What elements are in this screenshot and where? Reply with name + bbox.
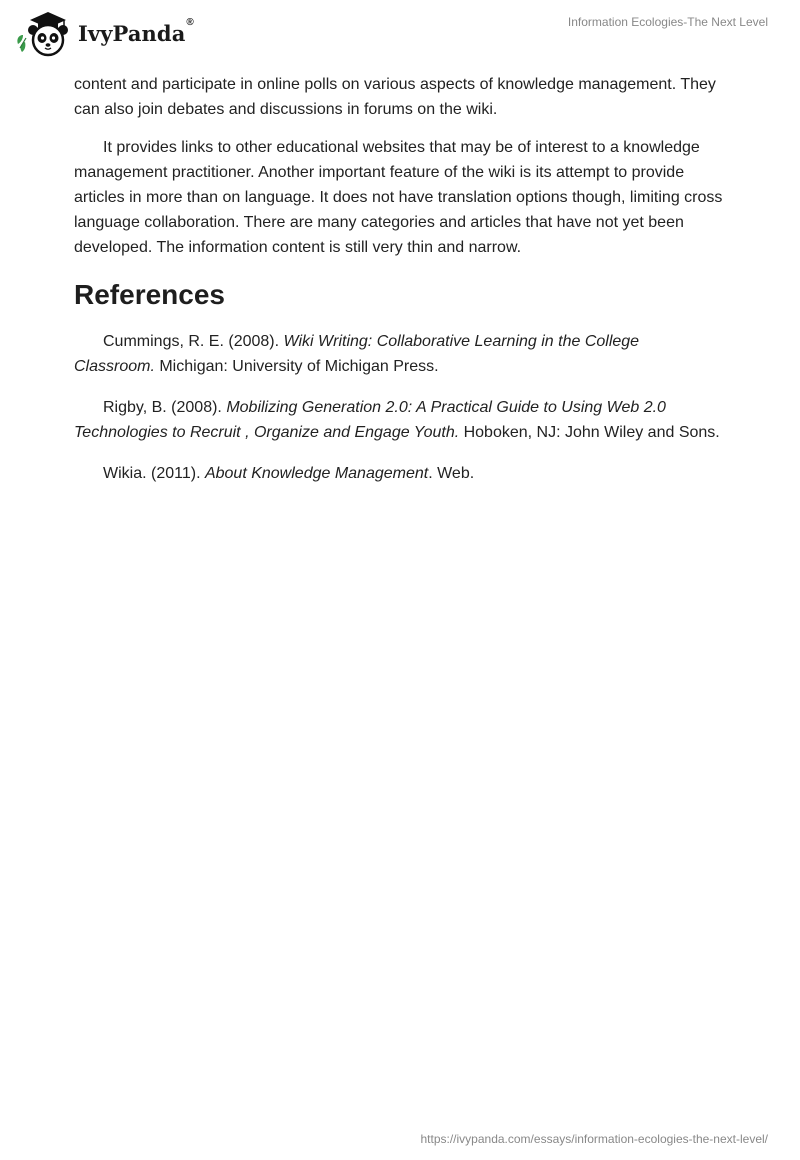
- reference-title: Wiki Writing: Collaborative Learning in the College Classroom.: [74, 333, 640, 375]
- source-url-link[interactable]: https://ivypanda.com/essays/information-ecologies-the-next-level/: [420, 1132, 768, 1146]
- reference-publisher: Michigan: University of Michigan Press.: [154, 358, 439, 375]
- document-title: Information Ecologies-The Next Level: [567, 15, 768, 29]
- reference-author: Rigby, B. (2008).: [103, 399, 227, 416]
- brand-name: IvyPanda®: [78, 16, 194, 46]
- reference-author: Cummings, R. E. (2008).: [103, 333, 284, 350]
- panda-graduate-icon: [14, 8, 74, 58]
- reference-publisher: Hoboken, NJ: John Wiley and Sons.: [459, 424, 720, 441]
- page-header: [0, 0, 800, 64]
- reference-item: [74, 329, 724, 379]
- reference-author: Wikia. (2011).: [103, 465, 205, 482]
- reference-publisher: . Web.: [428, 465, 475, 482]
- ivypanda-logo[interactable]: [14, 8, 194, 58]
- reference-title: Mobilizing Generation 2.0: A Practical Guide to Using Web 2.0 Technologies to Recruit , Organize and Engage Youth.: [74, 399, 666, 441]
- reference-title: About Knowledge Management: [204, 465, 429, 482]
- reference-item: [74, 395, 724, 445]
- reference-item: [74, 461, 724, 486]
- registered-mark: ®: [186, 16, 194, 28]
- essay-content: [74, 72, 724, 502]
- body-paragraph: It provides links to other educational websites that may be of interest to a knowledge management practitioner. Another important feature of the wiki is its attempt to provide articles in more than on language. It does not have translation options though, limiting cross language collaboration. There are many categories and articles that have not yet been developed. The information content is still very thin and narrow.: [74, 139, 723, 256]
- body-paragraph-continued: content and participate in online polls on various aspects of knowledge management. They can also join debates and discussions in forums on the wiki.: [74, 76, 716, 118]
- references-heading: References: [74, 279, 225, 310]
